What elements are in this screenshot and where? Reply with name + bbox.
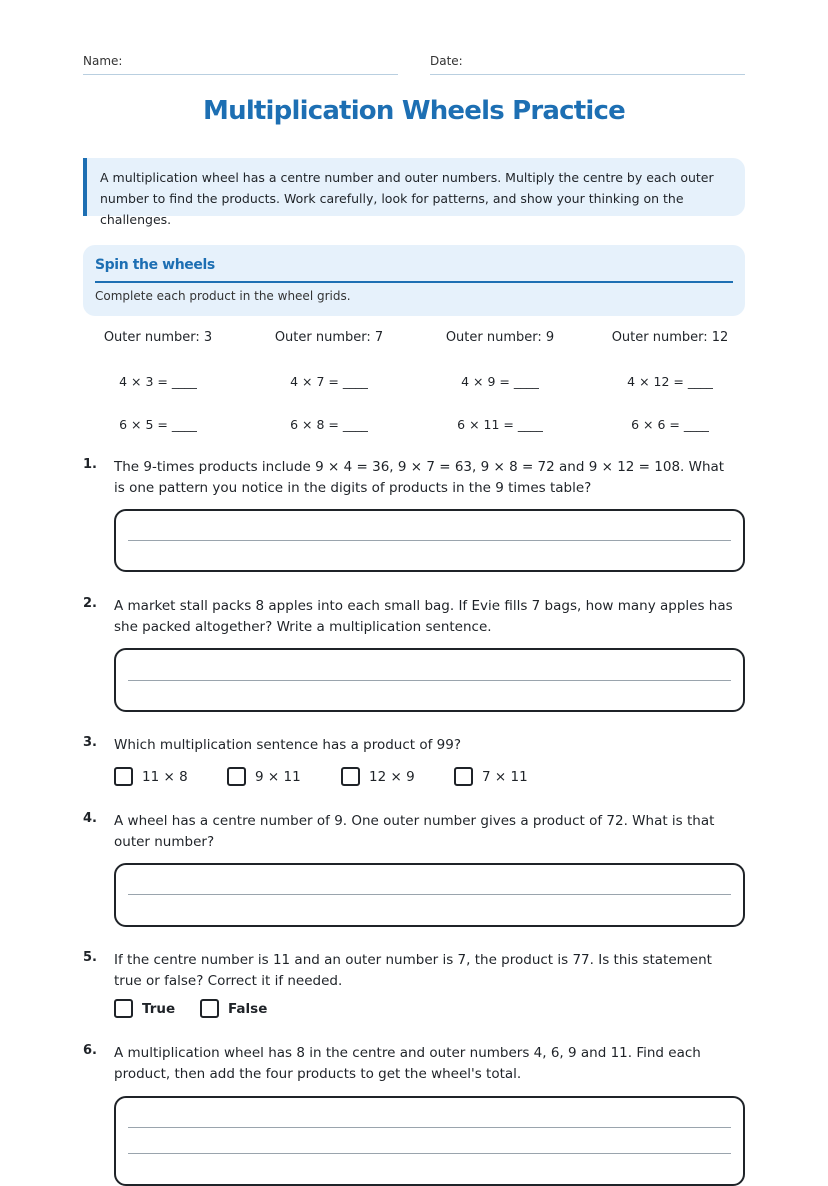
wheel-column-2 <box>244 330 414 432</box>
wheel-product-line[interactable]: 4 × 9 = ____ <box>461 374 539 389</box>
wheel-product-line[interactable]: 6 × 5 = ____ <box>119 417 197 432</box>
date-label: Date: <box>430 54 463 68</box>
option-7x11[interactable] <box>454 767 528 786</box>
wheel-heading: Outer number: 9 <box>445 330 555 345</box>
wheel-product-line[interactable]: 4 × 3 = ____ <box>119 374 197 389</box>
option-12x9[interactable] <box>341 767 415 786</box>
question-number: 3. <box>83 735 97 750</box>
option-label: False <box>228 1000 268 1017</box>
question-text: A multiplication wheel has 8 in the centre and outer numbers 4, 6, 9 and 11. Find each product, then add the four products to get the wheel's total. <box>114 1045 701 1082</box>
answer-box-2[interactable] <box>114 648 745 712</box>
date-field[interactable] <box>430 52 745 75</box>
wheel-column-4 <box>585 330 755 432</box>
page-title: Multiplication Wheels Practice <box>203 96 625 126</box>
question-number: 5. <box>83 950 97 965</box>
question-number: 1. <box>83 457 97 472</box>
option-label: True <box>142 1000 176 1017</box>
option-false[interactable] <box>200 999 267 1018</box>
answer-line <box>128 680 731 681</box>
wheel-heading: Outer number: 3 <box>103 330 213 345</box>
answer-line <box>128 540 731 541</box>
wheel-product-line[interactable]: 4 × 7 = ____ <box>290 374 368 389</box>
question-number: 4. <box>83 811 97 826</box>
question-text: A wheel has a centre number of 9. One outer number gives a product of 72. What is that outer number? <box>114 813 715 850</box>
name-field[interactable] <box>83 52 398 75</box>
question-text: The 9-times products include 9 × 4 = 36, 9 × 7 = 63, 9 × 8 = 72 and 9 × 12 = 108. What is one pattern you notice in the digits of products in the 9 times table? <box>114 459 725 496</box>
section-title: Spin the wheels <box>95 257 215 273</box>
section-divider <box>95 281 733 283</box>
option-true[interactable] <box>114 999 175 1018</box>
checkbox[interactable] <box>114 767 133 786</box>
option-11x8[interactable] <box>114 767 188 786</box>
checkbox[interactable] <box>454 767 473 786</box>
checkbox[interactable] <box>227 767 246 786</box>
question-text: Which multiplication sentence has a product of 99? <box>114 737 461 753</box>
checkbox[interactable] <box>114 999 133 1018</box>
intro-callout: A multiplication wheel has a centre number and outer numbers. Multiply the centre by each outer number to find the products. Work carefully, look for patterns, and show your thinking on the challenges. <box>83 158 745 216</box>
checkbox[interactable] <box>341 767 360 786</box>
wheel-column-1 <box>73 330 243 432</box>
wheel-product-line[interactable]: 6 × 6 = ____ <box>631 417 709 432</box>
option-label: 12 × 9 <box>369 768 415 785</box>
wheel-product-line[interactable]: 6 × 8 = ____ <box>290 417 368 432</box>
answer-box-1[interactable] <box>114 509 745 572</box>
section-header <box>83 245 745 316</box>
question-text: A market stall packs 8 apples into each small bag. If Evie fills 7 bags, how many apples has she packed altogether? Write a multiplication sentence. <box>114 598 733 635</box>
answer-box-6[interactable] <box>114 1096 745 1186</box>
wheel-product-line[interactable]: 6 × 11 = ____ <box>457 417 543 432</box>
answer-line <box>128 894 731 895</box>
option-label: 7 × 11 <box>482 768 528 785</box>
answer-line <box>128 1153 731 1154</box>
name-label: Name: <box>83 54 123 68</box>
checkbox[interactable] <box>200 999 219 1018</box>
wheel-heading: Outer number: 7 <box>274 330 384 345</box>
section-subtitle: Complete each product in the wheel grids. <box>95 289 351 303</box>
question-number: 2. <box>83 596 97 611</box>
answer-line <box>128 1127 731 1128</box>
wheel-column-3 <box>415 330 585 432</box>
option-label: 9 × 11 <box>255 768 301 785</box>
wheel-heading: Outer number: 12 <box>611 330 729 345</box>
option-9x11[interactable] <box>227 767 301 786</box>
question-text: If the centre number is 11 and an outer number is 7, the product is 77. Is this statement true or false? Correct it if needed. <box>114 952 712 989</box>
question-number: 6. <box>83 1043 97 1058</box>
option-label: 11 × 8 <box>142 768 188 785</box>
wheel-product-line[interactable]: 4 × 12 = ____ <box>627 374 713 389</box>
answer-box-4[interactable] <box>114 863 745 927</box>
